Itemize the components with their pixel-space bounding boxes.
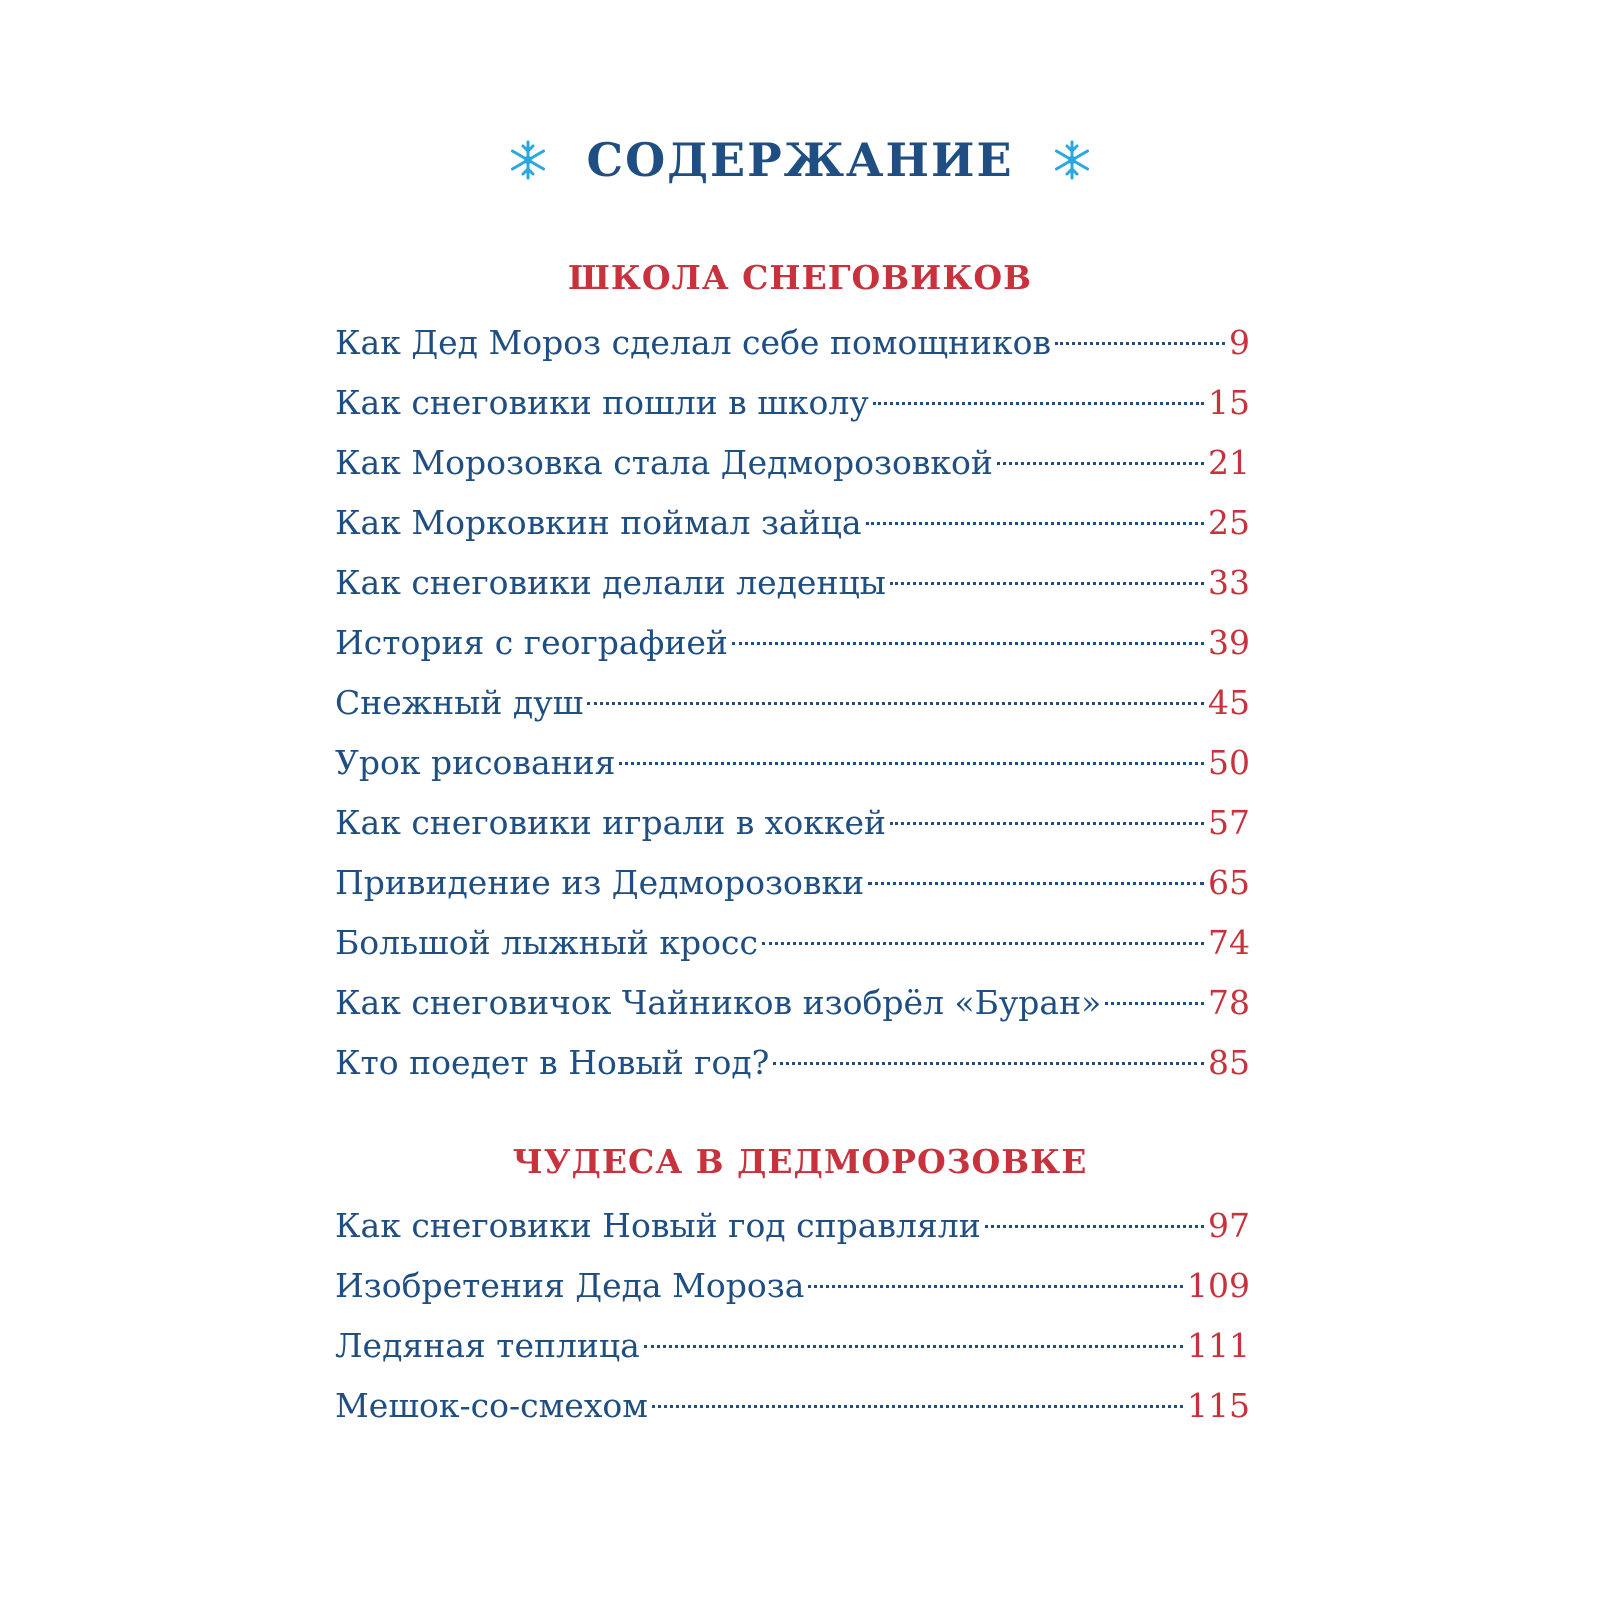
- entry-title: Ледяная теплица: [335, 1326, 640, 1365]
- page-number: 15: [1208, 383, 1250, 422]
- toc-entry[interactable]: [335, 973, 1250, 1033]
- page-number: 78: [1208, 983, 1250, 1022]
- toc-entry[interactable]: [335, 673, 1250, 733]
- dot-leader: [644, 1345, 1183, 1348]
- entry-title: Как снеговики делали леденцы: [335, 563, 886, 602]
- page-number: 97: [1208, 1206, 1250, 1245]
- page-number: 45: [1208, 683, 1250, 722]
- page-number: 9: [1229, 323, 1250, 362]
- page-number: 65: [1208, 863, 1250, 902]
- toc-entry[interactable]: [335, 313, 1250, 373]
- toc-entry[interactable]: [335, 853, 1250, 913]
- dot-leader: [773, 1062, 1204, 1065]
- toc-entry[interactable]: [335, 793, 1250, 853]
- entry-title: Кто поедет в Новый год?: [335, 1043, 770, 1082]
- entry-title: Мешок-со-смехом: [335, 1386, 648, 1425]
- toc-entry[interactable]: [335, 733, 1250, 793]
- entry-title: Привидение из Дедморозовки: [335, 863, 865, 902]
- page-number: 109: [1187, 1266, 1250, 1305]
- page-number: 25: [1208, 503, 1250, 542]
- toc-entry[interactable]: [335, 553, 1250, 613]
- dot-leader: [868, 882, 1204, 885]
- toc-entry[interactable]: [335, 1316, 1250, 1376]
- page-number: 33: [1208, 563, 1250, 602]
- entry-title: Как снеговики играли в хоккей: [335, 803, 887, 842]
- section-heading: ШКОЛА СНЕГОВИКОВ: [567, 258, 1032, 297]
- dot-leader: [587, 702, 1204, 705]
- toc-entry[interactable]: [335, 433, 1250, 493]
- page-number: 115: [1187, 1386, 1250, 1425]
- title-row: [0, 125, 1600, 195]
- dot-leader: [1105, 1002, 1204, 1005]
- toc-entry[interactable]: [335, 1196, 1250, 1256]
- dot-leader: [652, 1405, 1183, 1408]
- dot-leader: [1055, 342, 1225, 345]
- dot-leader: [808, 1285, 1183, 1288]
- entry-title: Как снеговики Новый год справляли: [335, 1206, 981, 1245]
- toc-entry[interactable]: [335, 493, 1250, 553]
- snowflake-icon: [1050, 138, 1094, 182]
- entry-title: Большой лыжный кросс: [335, 923, 758, 962]
- toc-entry[interactable]: [335, 1376, 1250, 1436]
- dot-leader: [997, 462, 1204, 465]
- entry-title: Как снеговики пошли в школу: [335, 383, 869, 422]
- page-title: СОДЕРЖАНИЕ: [586, 133, 1014, 187]
- toc-entry[interactable]: [335, 613, 1250, 673]
- dot-leader: [732, 642, 1204, 645]
- dot-leader: [890, 582, 1204, 585]
- section-heading: ЧУДЕСА В ДЕДМОРОЗОВКЕ: [512, 1142, 1088, 1181]
- page-number: 39: [1208, 623, 1250, 662]
- entry-title: Как снеговичок Чайников изобрёл «Буран»: [335, 983, 1102, 1022]
- toc-entry[interactable]: [335, 373, 1250, 433]
- entry-title: Как Морковкин поймал зайца: [335, 503, 862, 542]
- dot-leader: [619, 762, 1204, 765]
- toc-entry[interactable]: [335, 913, 1250, 973]
- page-number: 57: [1208, 803, 1250, 842]
- page-number: 85: [1208, 1043, 1250, 1082]
- toc-entry[interactable]: [335, 1256, 1250, 1316]
- page-number: 21: [1208, 443, 1250, 482]
- entry-title: История с географией: [335, 623, 728, 662]
- page-number: 111: [1187, 1326, 1250, 1365]
- toc-entry[interactable]: [335, 1033, 1250, 1093]
- entry-title: Как Морозовка стала Дедморозовкой: [335, 443, 993, 482]
- dot-leader: [866, 522, 1204, 525]
- entry-title: Снежный душ: [335, 683, 584, 722]
- dot-leader: [762, 942, 1204, 945]
- dot-leader: [873, 402, 1204, 405]
- dot-leader: [985, 1225, 1204, 1228]
- page-number: 74: [1208, 923, 1250, 962]
- toc-list: [335, 313, 1250, 1093]
- entry-title: Изобретения Деда Мороза: [335, 1266, 805, 1305]
- page-number: 50: [1208, 743, 1250, 782]
- entry-title: Как Дед Мороз сделал себе помощников: [335, 323, 1052, 362]
- dot-leader: [890, 822, 1204, 825]
- snowflake-icon: [506, 138, 550, 182]
- entry-title: Урок рисования: [335, 743, 616, 782]
- toc-list: [335, 1196, 1250, 1436]
